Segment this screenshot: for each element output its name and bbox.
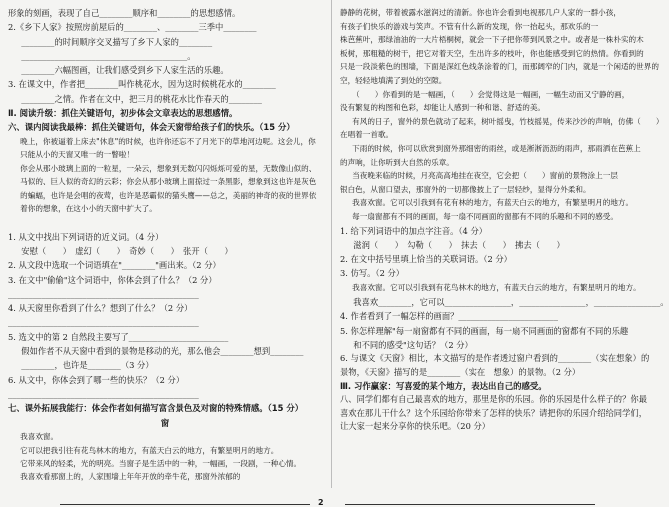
passage-paragraph: 你会从那小玻璃上面的一粒星，一朵云，想象到无数闪闪烁烁可爱的星，无数像山似的、马似的、巨人似的奇幻的云彩；你会从那小玻璃上面掠过一条黑影，想象到这也许是灰色的蝙蝠，也许是会唱的夜莺，也许是恶霸似的猫头鹰——总之，美丽的神奇的夜的世界依着你的想象，在这小小的天窗中扩大了。: [20, 163, 317, 214]
passage-line: 每一扇窗都有不同的画面，每一扇不同画面的窗都有不同的乐趣和不同的感受。: [352, 211, 618, 221]
passage-line: 的声响，让你听到大自然的乐章。: [340, 157, 454, 167]
question-heading: 七、课外拓展我能行：体会作者如何描写富含景色及对窗的特殊情感。（15 分）: [8, 403, 304, 414]
passage-line: 在唱着一首歌。: [340, 130, 394, 140]
question-line: 5. 你怎样理解"每一扇窗都有不同的画面，每一扇不同画面的窗都有不同的乐趣: [340, 325, 629, 336]
question-line: 4. 从天窗里你看到了什么？想到了什么？（2 分）: [8, 303, 193, 314]
column-divider: [331, 0, 332, 488]
right-column: [340, 6, 669, 434]
question-line: 6. 与课文《天窗》相比，本文描写的是作者透过窗户看到的________（实在想象）的景物，《天窗》描写的是________（实在 想象）的景物。（2 分）: [340, 353, 650, 377]
passage-line: 我喜欢窗。: [20, 431, 59, 441]
question-line: ________，也许是________（3 分）: [21, 360, 154, 371]
section-heading: Ⅲ. 习作赢家：写喜爱的某个地方，表达出自己的感受。: [340, 381, 547, 392]
footer-rule: [345, 504, 595, 505]
text-line: 3. 在课文中，作者把________叫作桃花水，因为这时候桃花水的________: [8, 79, 276, 90]
passage-line: 银白色，从窗口望去，那窗外的一切都像披上了一层轻纱，显得分外柔和。: [340, 184, 591, 194]
passage-line: 下雨的时候，你可以欣赏到窗外那细密的雨丝，或是淅淅沥沥的雨声，那雨洒在芭蕉上: [352, 143, 641, 153]
passage-line: 我喜欢窗。它可以引我到有花有林的地方，有蓝天白云的地方，有繁星明月的地方。: [352, 198, 634, 208]
answer-line: 我喜欢________，它可以________________，________________，________________。: [353, 296, 669, 307]
passage-line: 当夜晚来临的时候，月亮高高地挂在夜空，它会把（ ）窗前的景物涂上一层: [352, 171, 618, 181]
passage-line: 它带来风的轻柔，光的明亮。当窗子是生活中的一种，一幅画，一段剧，一种心情。: [20, 459, 302, 469]
answer-line: ______________________________________________: [8, 288, 199, 299]
question-line: 假如作者不从天窗中看到的景物是移动的光，那么他会________想到________: [21, 346, 304, 357]
question-heading: 六、课内阅读我最棒：抓住关键语句，体会天窗带给孩子们的快乐。（15 分）: [8, 122, 295, 133]
question-line: 6. 从文中，你体会到了哪一些的快乐？（2 分）: [8, 374, 185, 385]
question-line: 和不同的感受"这句话？（2 分）: [353, 339, 473, 350]
passage-line: 有孩子们快乐的游戏与笑声。不管有什么新的发现，你一抬起头，那欢乐的一: [340, 21, 599, 31]
left-column: [8, 6, 322, 484]
text-line: 2.《乡下人家》按照房前屋后的________、________三季中________: [8, 22, 257, 33]
footer-rule: [60, 504, 310, 505]
question-line: 1. 从文中找出下列词语的近义词。（4 分）: [8, 231, 164, 242]
passage-line: 我喜欢看那窗上的，人家围墙上年年开放的牵牛花，那窗外浓郁的: [20, 472, 241, 482]
question-line: 3. 仿写。（2 分）: [340, 268, 405, 279]
question-line: 1. 给下列词语中的加点字注音。（4 分）: [340, 225, 488, 236]
passage-line: 我喜欢窗。它可以引我到有花鸟林木的地方，有蓝天白云的地方，有繁星明月的地方。: [352, 282, 641, 292]
question-line: 2. 在文中括号里填上恰当的关联词语。（2 分）: [340, 254, 512, 265]
page-number: 2: [318, 498, 324, 507]
passage-paragraph: 晚上，你被逼着上床去"休息"的时候，也许你还忘不了月光下的草地河边呢。这会儿，你只能从小的天窗又唯一的一瞥啦！: [20, 136, 316, 160]
question-heading: 八、同学们都有自己最喜欢的地方，那里是你的乐园。你的乐园是什么样子的？你最喜欢在那儿干什么？这个乐园给你带来了怎样的快乐？请把你的乐园介绍给同学们，让大家一起来分享你的快乐吧。（20 分）: [340, 394, 647, 432]
text-line: ________________________________________。: [21, 50, 196, 61]
passage-line: （ ）你看到的是一幅画，（ ）会觉得这是一幅画，一幅生动而又宁静的画，: [352, 89, 630, 99]
passage-title: 窗: [160, 417, 170, 428]
text-line: ________的时间顺序交叉描写了乡下人家的________: [21, 36, 213, 47]
text-line: ________之情。作者在文中，把三月的桃花水比作春天的________: [21, 93, 262, 104]
passage-line: 株芭蕉叶，那绿油油的一大片梧桐树，就会一下子把你带到风景之中。或者是一株朴实的木: [340, 35, 644, 45]
passage-line: 它可以把我引往有花鸟林木的地方，有蓝天白云的地方，有繁星明月的地方。: [20, 446, 279, 456]
passage-line: 板树，那粗糙的树干，把它对着天空，生出许多的枝叶，你也能感受到它的热情。你看到的: [340, 48, 644, 58]
question-line: 2. 从文段中选取一个词语填在"________"画出来。（2 分）: [8, 260, 221, 271]
passage-line: 没有繁复的构图和色彩，却能让人感到一种和谐、舒适的美。: [340, 103, 546, 113]
question-line: 5. 选文中的第 2 自然段主要写了________________________: [8, 331, 229, 342]
answer-line: ______________________________________________: [8, 317, 199, 328]
passage-line: 有风的日子，窗外的景色就动了起来，树叶摇曳，竹枝摇晃，传来沙沙的声响，仿佛（ ）: [352, 116, 664, 126]
answer-line: ______________________________________________: [8, 388, 199, 399]
section-heading: Ⅱ. 阅读升级：抓住关键语句，初步体会文章表达的思想感情。: [8, 108, 238, 119]
passage-line: 只是一段淡紫色的围墙，下面是深红色线条涂着的门，而那阔窄的门内，就是一个闲适的世界的: [340, 62, 659, 72]
passage-block: [340, 6, 664, 224]
question-line: 4. 作者看到了一幅怎样的画面？________________________: [340, 311, 558, 322]
question-line: 3. 在文中"偷偷"这个词语中，你体会到了什么？（2 分）: [8, 274, 217, 285]
text-line: ________六幅图画，让我们感受到乡下人家生活的乐趣。: [21, 65, 229, 76]
passage-line: 空，轻轻地填满了到处的空隙。: [340, 75, 447, 85]
text-line: 形象的刻画，表现了自己________顺序和________的思想感情。: [8, 8, 241, 18]
passage-line: 静静的花树，带着被露水滋润过的清新。你也许会看到电视那几户人家的一群小孩，: [340, 8, 621, 17]
answer-line: 安慰（ ） 虚幻（ ） 奇妙（ ） 张开（ ）: [21, 245, 233, 256]
answer-line: 滋润（ ） 勾勒（ ） 抹去（ ） 拂去（ ）: [353, 239, 565, 250]
